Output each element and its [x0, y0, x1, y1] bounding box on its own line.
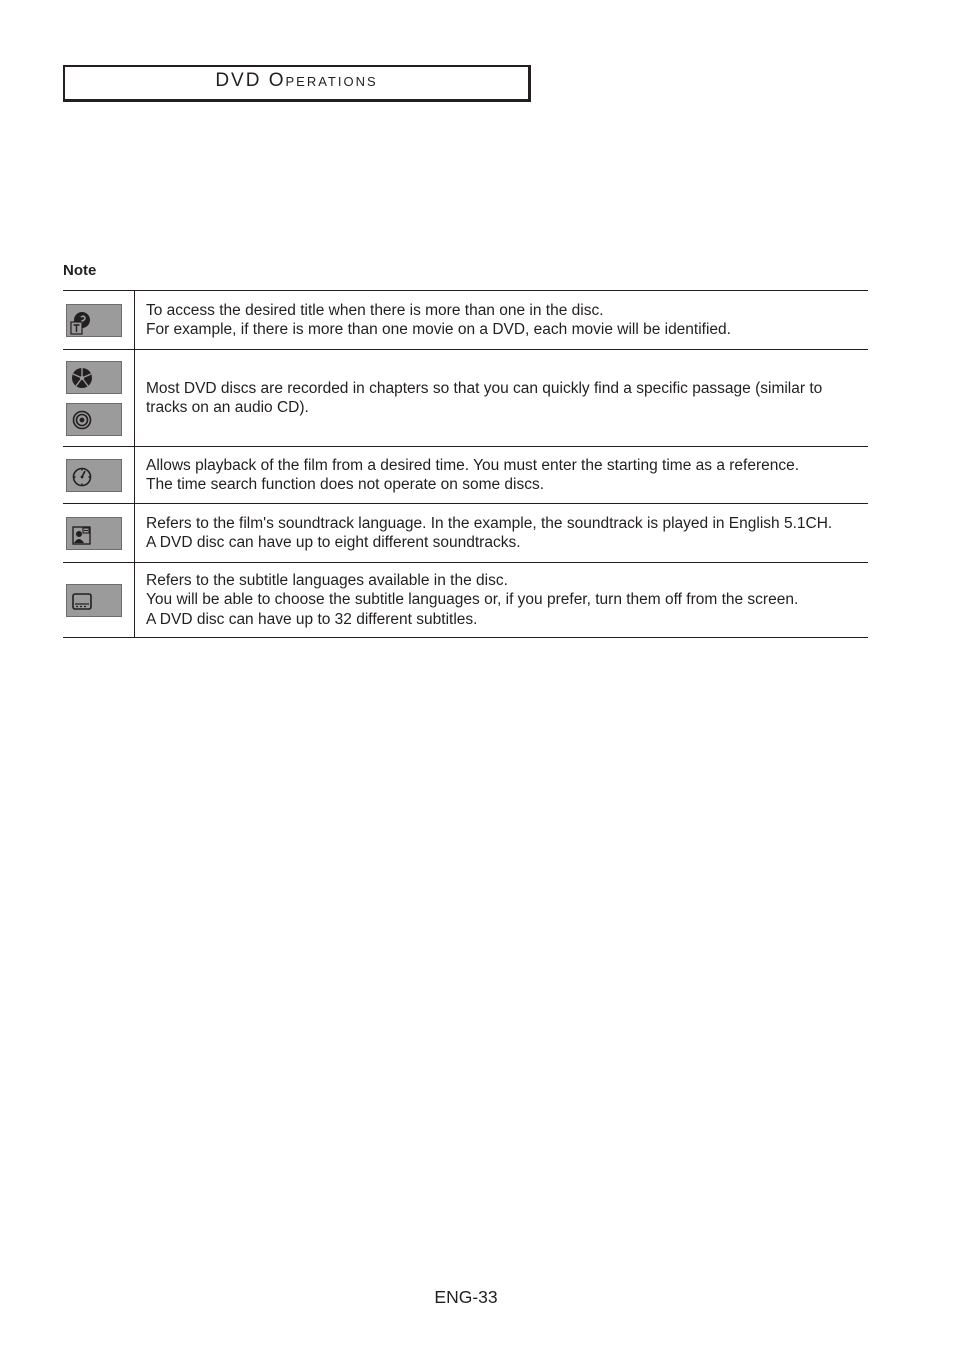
- note-icon-cell: [63, 563, 135, 637]
- title-icon: [66, 304, 122, 337]
- section-title: DVD Operations: [215, 70, 378, 91]
- note-icon-cell: [63, 350, 135, 446]
- note-row-subtitle: [63, 563, 868, 638]
- note-text-line: The time search function does not operate on some discs.: [146, 476, 545, 493]
- note-row-audio: [63, 504, 868, 563]
- audio-language-icon: [66, 517, 122, 550]
- note-text-cell: [135, 563, 868, 637]
- note-text-line: You will be able to choose the subtitle languages or, if you prefer, turn them off from the screen.: [146, 591, 799, 609]
- note-text-line: A DVD disc can have up to 32 different subtitles.: [146, 610, 478, 628]
- time-icon: [66, 459, 122, 492]
- section-header: [63, 65, 531, 102]
- note-text-cell: [135, 350, 868, 446]
- note-text-line: A DVD disc can have up to eight different soundtracks.: [146, 534, 521, 551]
- note-row-title: [63, 291, 868, 350]
- note-text-cell: [135, 504, 868, 562]
- note-icon-cell: [63, 504, 135, 562]
- note-icon-cell: [63, 447, 135, 503]
- note-text-cell: [135, 447, 868, 503]
- note-text-line: To access the desired title when there is more than one in the disc.: [146, 301, 604, 319]
- note-text-line: Refers to the subtitle languages available in the disc.: [146, 571, 508, 589]
- note-text-line: Allows playback of the film from a desired time. You must enter the starting time as a reference.: [146, 456, 800, 474]
- note-icon-cell: [63, 291, 135, 349]
- note-text-line: For example, if there is more than one movie on a DVD, each movie will be identified.: [146, 321, 731, 338]
- note-table: [63, 290, 868, 638]
- chapter-icon: [66, 361, 122, 394]
- track-icon: [66, 403, 122, 436]
- note-row-time: [63, 447, 868, 504]
- note-text-line: Refers to the film's soundtrack language. In the example, the soundtrack is played in English 5.1CH.: [146, 514, 833, 532]
- note-heading: Note: [63, 262, 97, 279]
- note-text-cell: [135, 291, 868, 349]
- note-row-chapter: [63, 350, 868, 447]
- note-text-line: Most DVD discs are recorded in chapters so that you can quickly find a specific passage (similar to tracks on an audio CD).: [146, 379, 823, 416]
- subtitle-icon: [66, 584, 122, 617]
- page-number: ENG-33: [434, 1287, 498, 1307]
